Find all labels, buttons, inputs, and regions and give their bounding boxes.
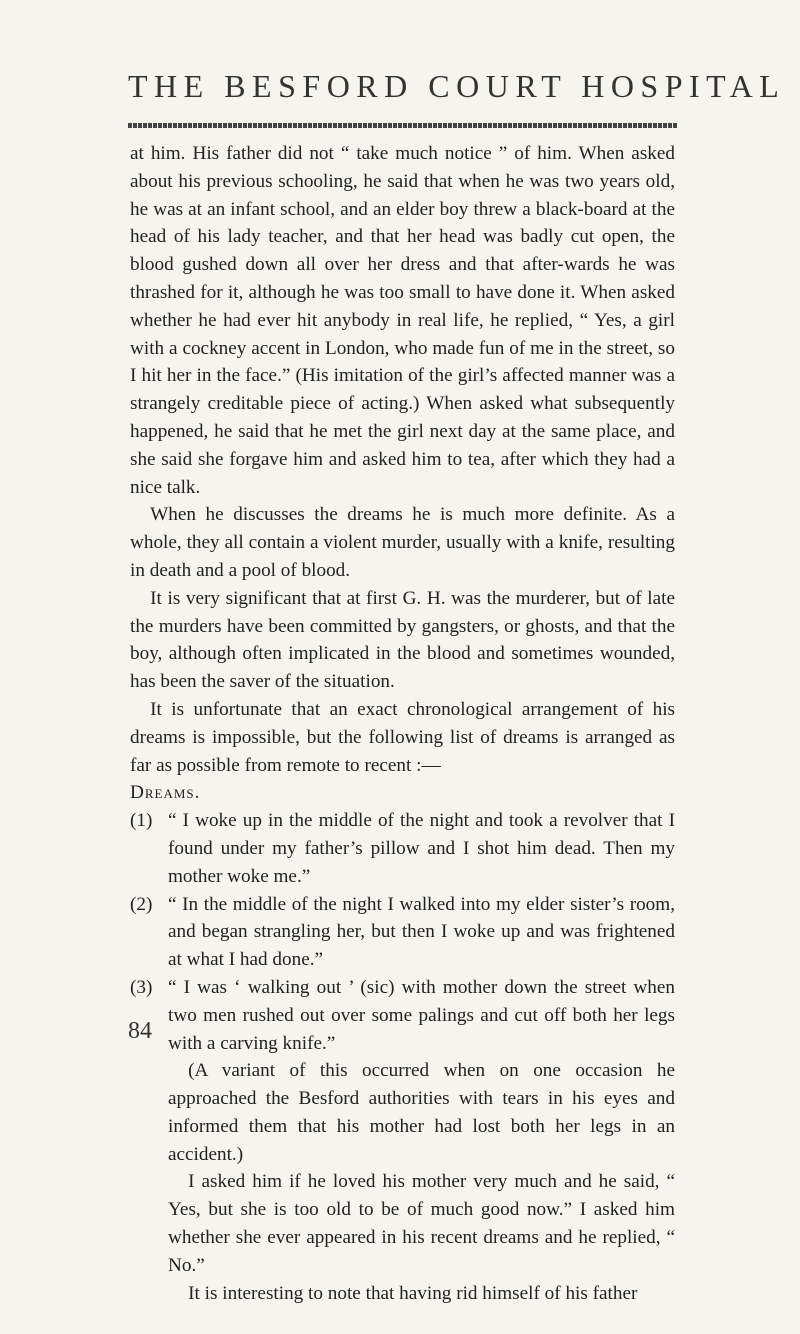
dream-text: “ I woke up in the middle of the night and took a revolver that I found under my father’s pillow and I shot him dead. Then my mother woke me.” [168, 810, 675, 887]
paragraph: It is unfortunate that an exact chronological arrangement of his dreams is impossible, but the following list of dreams is arranged as far as possible from remote to recent :— [130, 698, 675, 776]
dream-item [130, 974, 675, 1308]
dream-number: (2) [130, 893, 153, 915]
dream-text: I asked him if he loved his mother very much and he said, “ Yes, but she is too old to be of much good now.” I asked him whether she ever appeared in his recent dreams and he replied, “ No.” [168, 1171, 675, 1276]
paragraph: When he discusses the dreams he is much more definite. As a whole, they all contain a violent murder, usually with a knife, resulting in death and a pool of blood. [130, 504, 675, 581]
dream-text: It is interesting to note that having rid himself of his father [188, 1282, 638, 1304]
paragraph: at him. His father did not “ take much notice ” of him. When asked about his previous schooling, he said that when he was two years old, he was at an infant school, and an elder boy threw a black-board at the head of his lady teacher, and that her head was badly cut open, the blood gushed down all over her dress and that after-wards he was thrashed for it, although he was too small to have done it. When asked whether he had ever hit anybody in real life, he replied, “ Yes, a girl with a cockney accent in London, who made fun of me in the street, so I hit her in the face.” (His imitation of the girl’s affected manner was a strangely creditable piece of acting.) When asked what subsequently happened, he said that he met the girl next day at the same place, and she said she forgave him and asked him to tea, after which they had a nice talk. [130, 143, 675, 498]
dream-number: (1) [130, 810, 153, 832]
page-number: 84 [128, 1018, 152, 1044]
header-rule [128, 123, 678, 128]
dream-item [130, 891, 675, 974]
section-heading: Dreams. [130, 782, 201, 804]
dream-number: (3) [130, 976, 153, 998]
dream-text: “ In the middle of the night I walked into my elder sister’s room, and began strangling her, but then I woke up and was frightened at what I had done.” [168, 893, 675, 971]
paragraph: It is very significant that at first G. H. was the murderer, but of late the murders have been committed by gangsters, or ghosts, and that the boy, although often implicated in the blood and sometimes wounded, has been the saver of the situation. [130, 587, 675, 693]
running-title: THE BESFORD COURT HOSPITAL [128, 68, 786, 104]
dream-text: (A variant of this occurred when on one occasion he approached the Besford authorities with tears in his eyes and informed them that his mother had lost both her legs in an accident.) [168, 1060, 675, 1165]
dream-item [130, 807, 675, 890]
dream-text: “ I was ‘ walking out ’ (sic) with mother down the street when two men rushed out over some palings and cut off both her legs with a carving knife.” [168, 976, 675, 1054]
body-text [130, 140, 675, 1307]
